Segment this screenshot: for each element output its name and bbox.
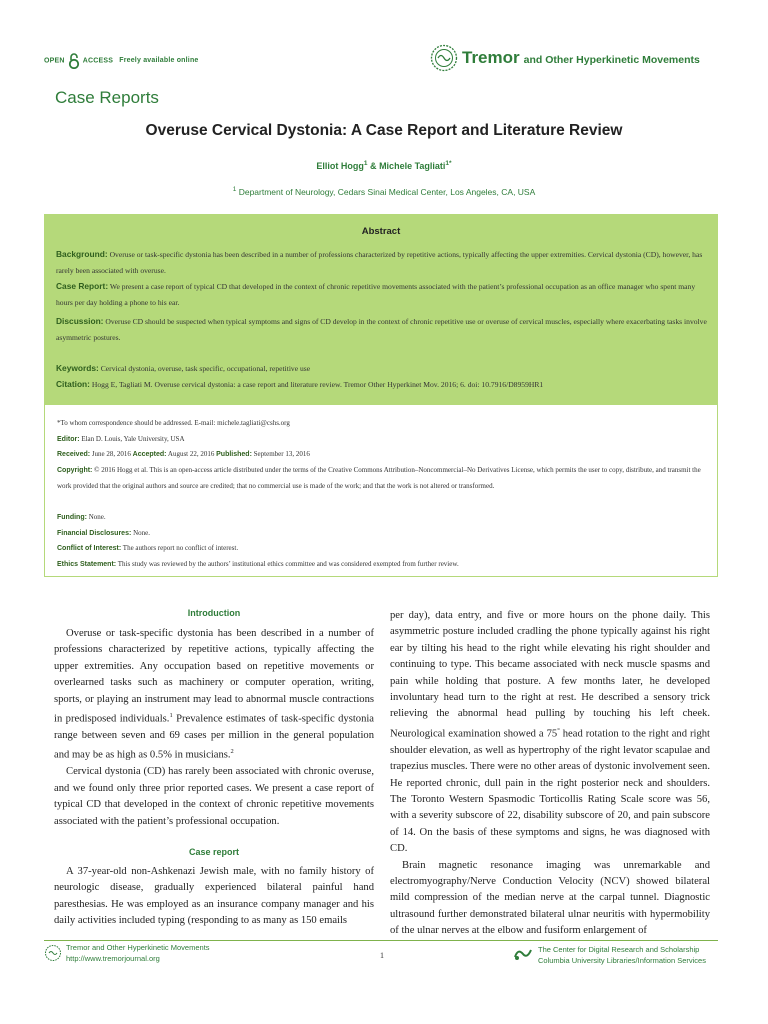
abstract-label: Citation: [56,379,90,389]
abstract-title: Abstract [361,226,401,237]
abstract-case-report [56,278,708,311]
publisher-affiliation: Columbia University Libraries/Information Services [538,956,706,965]
paragraph-text: per day), data entry, and five or more hours on the phone daily. This asymmetric posture included cradling the phone typically against his right ear by tilting his head to the right while elevating his right shoulder and continuing to type. This became associated with neck muscle spasms and pain while holding that posture. A few months later, he developed involuntary head turn to the right at rest. He described a sensory trick relieving the abnormal head pulling by touching his left cheek. Neurological examination showed a 75 [390,610,710,740]
tremor-logo-icon [430,44,458,72]
funding-line [57,510,709,526]
info-text: None. [133,529,150,537]
page-number: 1 [380,951,384,960]
journal-name: Tremor [462,48,520,67]
abstract-label: Background: [56,249,108,259]
open-access-label-right: ACCESS [82,57,114,65]
paragraph-text: Overuse or task-specific dystonia has been described in a number of professions characterized by repetitive actions, typically affecting the upper extremities. Any occupation based on repetitive movements or overlearned tasks such as machinery or computer operation, writing, sports, or playing an instrument may lead to abnormal muscle contractions in predisposed individuals. [54,628,374,725]
info-label: Published: [216,451,252,458]
abstract-background [56,246,708,279]
info-text: The authors report no conflict of interest. [122,544,239,552]
article-title: Overuse Cervical Dystonia: A Case Report and Literature Review [145,122,623,139]
abstract-keywords [56,360,708,377]
disclosures-line [57,526,709,542]
footer-divider [44,940,718,941]
info-text: June 28, 2016 [91,450,131,458]
info-label: Received: [57,451,91,458]
author-separator: & [367,161,380,171]
info-label: Editor: [57,436,80,443]
affiliation-text: Department of Neurology, Cedars Sinai Medical Center, Los Angeles, CA, USA [238,186,536,197]
info-text: September 13, 2016 [253,450,310,458]
author-name[interactable]: Michele Tagliati [379,161,446,171]
info-text: Elan D. Louis, Yale University, USA [81,435,185,443]
abstract-label: Keywords: [56,363,99,373]
case-report-body [54,864,374,930]
introduction-body [54,626,374,830]
paragraph-text: Prevalence estimates of task-specific dystonia range between seven and 69 cases per million in the general population and may be as high as 0.5% in musicians. [54,713,375,761]
info-text: August 22, 2016 [167,450,215,458]
paragraph [54,626,374,764]
info-text: None. [88,513,106,521]
correspondence-text[interactable]: *To whom correspondence should be addressed. E-mail: michele.tagliati@cshs.org [57,419,290,427]
conflict-line [57,541,709,557]
reference-mark[interactable]: 2 [230,748,234,756]
abstract-citation [56,376,708,393]
freely-available-label: Freely available online [119,57,199,65]
footer-journal [66,942,210,964]
journal-name-suffix: and Other Hyperkinetic Movements [523,53,700,66]
open-access-label-left: OPEN [44,57,65,65]
right-column-body [390,608,710,940]
publisher-name: The Center for Digital Research and Scholarship [538,945,700,954]
case-report-heading: Case report [188,847,240,857]
abstract-label: Case Report: [56,281,109,291]
info-label: Conflict of Interest: [57,545,122,552]
abstract-label: Discussion: [56,316,104,326]
paragraph: A 37-year-old non-Ashkenazi Jewish male, with no family history of neurologic disease, gradually experienced bilateral painful hand paresthesias. He was employed as an insurance company manager and his daily activities included typing (responding to as many as 150 emails [54,866,374,927]
affiliation [0,186,768,197]
author-affiliation-mark: 1* [445,160,452,167]
section-label: Case Reports [55,88,159,107]
cdrs-logo-icon [512,945,534,963]
author-affiliation-mark: 1 [363,160,368,167]
editor-line [57,432,709,448]
abstract-discussion [56,313,708,346]
introduction-heading: Introduction [187,608,241,618]
abstract-text: Cervical dystonia, overuse, task specific, occupational, repetitive use [100,364,311,373]
correspondence [57,416,709,432]
article-info-box [44,405,718,577]
open-lock-icon [68,52,80,69]
tremor-footer-logo-icon [44,944,62,962]
journal-brand[interactable] [430,44,700,72]
author-name[interactable]: Elliot Hogg [316,161,364,171]
affiliation-mark: 1 [232,186,237,193]
ethics-line [57,557,709,573]
copyright-line [57,463,709,494]
paragraph [390,608,710,858]
info-label: Financial Disclosures: [57,530,132,537]
abstract-box [44,214,718,405]
abstract-text: Overuse or task-specific dystonia has been described in a number of professions characterized by repetitive actions, typically affecting the upper extremities. Cervical dystonia (CD), however, has rarely been associated with overuse. [56,250,703,275]
info-label: Ethics Statement: [57,561,117,568]
paragraph: Brain magnetic resonance imaging was unremarkable and electromyography/Nerve Conduction Velocity (NCV) showed bilateral mild compression of the median nerve at the carpal tunnel. Diagnostic ultrasound further demonstrated bilateral ulnar neuritis with hypermobility of the ulnar nerves at the elbow and fusiform enlargement of [390,859,710,937]
info-text: This study was reviewed by the authors’ institutional ethics committee and was considered exempted from further review. [117,560,459,568]
abstract-text: We present a case report of typical CD that developed in the context of chronic repetitive movements associated with the patient’s professional occupation as an office manager who spent many hours per day holding a phone to his ear. [56,282,696,307]
dates-line [57,447,709,463]
info-label: Copyright: [57,467,93,474]
paragraph: Cervical dystonia (CD) has rarely been associated with chronic overuse, and we found only three prior reported cases. We present a case report of typical CD that developed in the context of chronic repetitive movements associated with the patient’s professional occupation. [54,766,374,827]
footer-journal-name: Tremor and Other Hyperkinetic Movements [66,943,210,952]
abstract-text: Overuse CD should be suspected when typical symptoms and signs of CD develop in the context of chronic repetitive use or overuse of cervical muscles, especially where exacerbating tasks involve asymmetric postures. [56,317,707,342]
footer-journal-url[interactable]: http://www.tremorjournal.org [66,954,160,963]
info-text: © 2016 Hogg et al. This is an open-access article distributed under the terms of the Creative Commons Attribution–Noncommercial–No Derivatives License, which permits the user to copy, distribute, and transmit the work provided that the original authors and source are credited; that no commercial use is made of the work; and that the work is not altered or transformed. [57,466,701,490]
reference-mark[interactable]: 1 [169,712,173,720]
citation-text[interactable]: Hogg E, Tagliati M. Overuse cervical dystonia: a case report and literature review. Tremor Other Hyperkinet Mov. 2016; 6. doi: 10.7916/D8959HR1 [91,380,544,389]
author-list [0,160,768,171]
degree-mark: ° [557,726,560,734]
open-access-badge [44,52,199,69]
info-label: Accepted: [132,451,167,458]
paragraph-text: head rotation to the right and right shoulder elevation, as well as hypertrophy of the right levator scapulae and trapezius muscles. There were no other areas of dystonic involvement seen. He reported chronic, dull pain in the right posterior neck and shoulders. The Toronto Western Spasmodic Torticollis Rating Scale score was 56, with a severity subscore of 22, disability subscore of 20, and pain subscore of 14. On the basis of these symptoms and signs, he was diagnosed with CD. [390,728,710,855]
info-label: Funding: [57,514,87,521]
footer-publisher [538,944,706,966]
